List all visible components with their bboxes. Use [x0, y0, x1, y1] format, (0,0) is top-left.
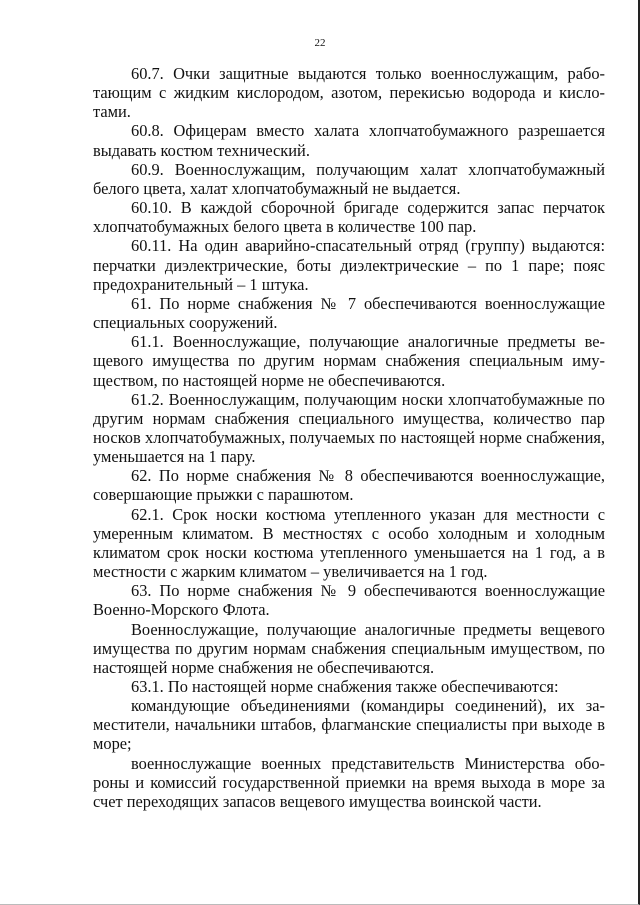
paragraph-60-7: 60.7. Очки защитные выдаются только военнослужащим, работающим с жидким кислородом, азотом, перекисью водорода и кислотами.	[93, 64, 605, 122]
paragraph-63: 63. По норме снабжения № 9 обеспечиваются военнослужащие Военно-Морского Флота.	[93, 581, 605, 620]
paragraph-63-1: 63.1. По настоящей норме снабжения также обеспечиваются:	[131, 677, 559, 696]
paragraph-61: 61. По норме снабжения № 7 обеспечиваются военнослужащие специальных сооружений.	[93, 293, 605, 333]
paragraph-63-note: Военнослужащие, получающие аналогичные предметы вещевого имущества по другим нормам снабжения специальным имуществом, по настоящей норме снабжения не обеспечиваются.	[93, 619, 605, 677]
paragraph-60-10: 60.10. В каждой сборочной бригаде содержится запас перчаток хлопчатобумажных белого цвета в количестве 100 пар.	[93, 198, 605, 237]
paragraph-62-1: 62.1. Срок носки костюма утепленного указан для местности с умеренным климатом. В местностях с особо холодным и холодным климатом срок носки костюма утепленного уменьшается на 1 год, а в местности с жарким климатом – увеличивается на 1 год.	[93, 504, 605, 582]
paragraph-60-11: 60.11. На один аварийно-спасательный отряд (группу) выдаются: перчатки диэлектрические, боты диэлектрические – по 1 паре; пояс предохранительный – 1 штука.	[93, 236, 605, 294]
paragraph-63-1-item-representatives: военнослужащие военных представительств Министерства обороны и комиссий государственной приемки на время выхода в море за счет переходящих запасов вещевого имущества воинской части.	[93, 753, 605, 811]
paragraph-61-2: 61.2. Военнослужащим, получающим носки хлопчатобумажные по другим нормам снабжения специального имущества, количество пар носков хлопчатобумажных, получаемых по настоящей норме снабжения, уменьшается на 1 пару.	[93, 389, 605, 467]
paragraph-63-1-item-commanders: командующие объединениями (командиры соединений), их заместители, начальники штабов, флагманские специалисты при выходе в море;	[93, 696, 605, 754]
paragraph-60-9: 60.9. Военнослужащим, получающим халат хлопчатобумажный белого цвета, халат хлопчатобумажный не выдается.	[93, 159, 605, 198]
paragraph-62: 62. По норме снабжения № 8 обеспечиваются военнослужащие, совершающие прыжки с парашютом.	[93, 466, 605, 505]
document-body	[93, 64, 605, 811]
paragraph-60-8: 60.8. Офицерам вместо халата хлопчатобумажного разрешается выдавать костюм технический.	[93, 121, 605, 160]
paragraph-61-1: 61.1. Военнослужащие, получающие аналогичные предметы вещевого имущества по другим нормам снабжения специальным имуществом, по настоящей норме не обеспечиваются.	[93, 332, 605, 390]
page-number: 22	[314, 37, 326, 49]
